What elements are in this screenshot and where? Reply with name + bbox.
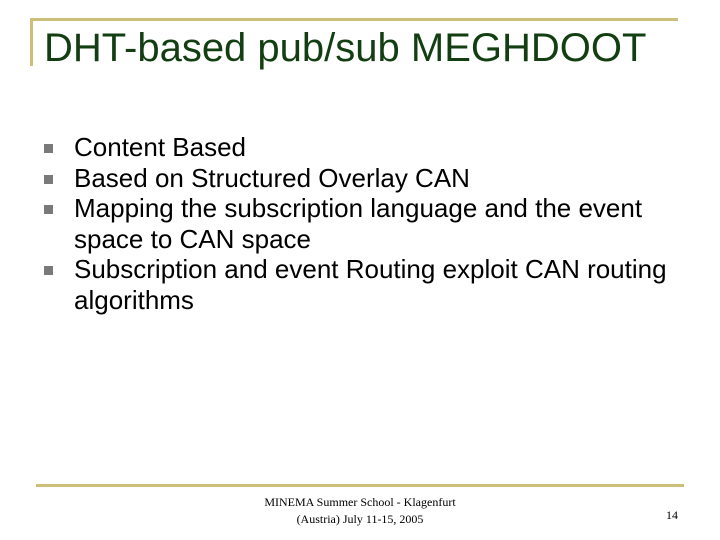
bullet-text: Subscription and event Routing exploit CAN routing algorithms — [74, 254, 667, 315]
bullet-item — [44, 132, 684, 163]
bullet-text: Mapping the subscription language and the event space to CAN space — [74, 193, 643, 254]
square-bullet-icon — [44, 266, 53, 275]
bullet-item — [44, 193, 684, 254]
bullet-text: Content Based — [74, 132, 247, 162]
footer-line-1: MINEMA Summer School - Klagenfurt — [264, 495, 456, 509]
bullet-item — [44, 163, 684, 194]
bullet-text: Based on Structured Overlay CAN — [74, 162, 470, 193]
slide-title: DHT-based pub/sub MEGHDOOT — [44, 26, 647, 70]
footer-text — [216, 494, 504, 528]
title-rule-top — [30, 18, 678, 21]
bullet-item — [44, 254, 684, 315]
bullet-list — [44, 132, 684, 315]
square-bullet-icon — [44, 205, 53, 214]
square-bullet-icon — [44, 144, 53, 153]
title-rule-left — [30, 18, 33, 66]
footer-rule — [36, 484, 684, 487]
page-number: 14 — [666, 508, 678, 522]
footer-line-2: (Austria) July 11-15, 2005 — [296, 512, 424, 526]
square-bullet-icon — [44, 175, 53, 184]
